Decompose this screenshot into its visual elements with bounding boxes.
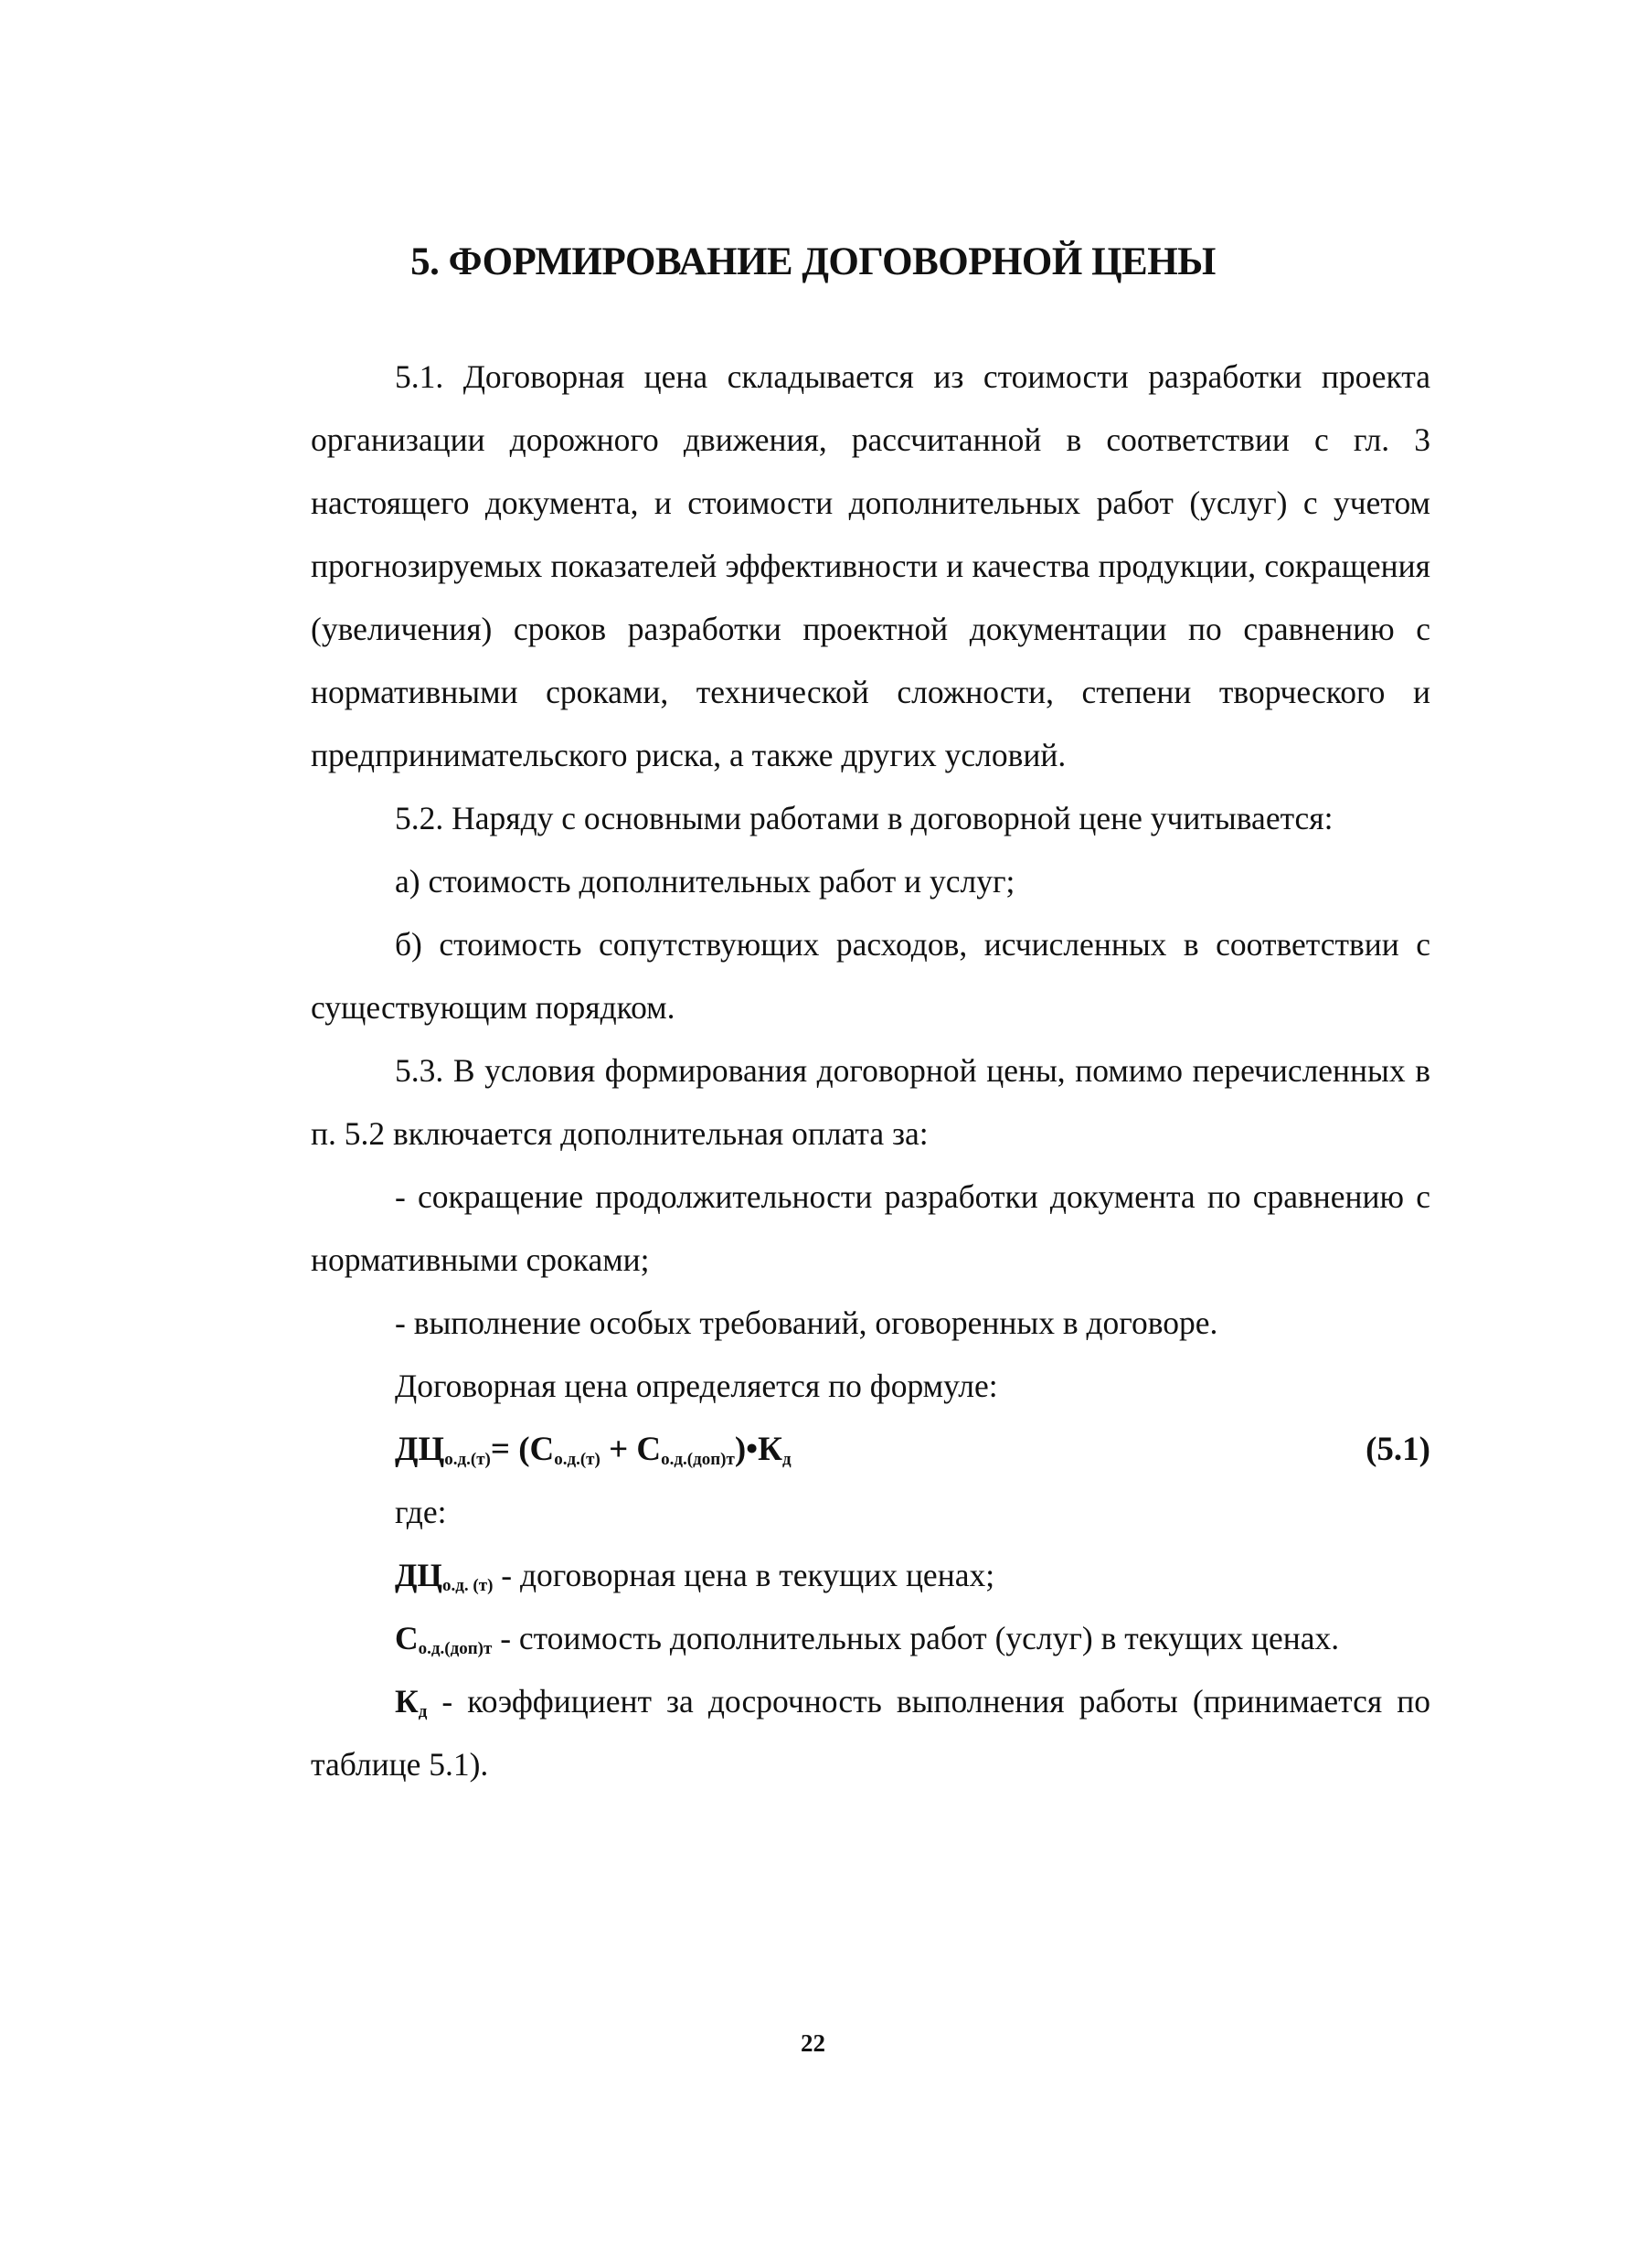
formula-intro: Договорная цена определяется по формуле: bbox=[395, 1368, 998, 1404]
definition-c-subscript: о.д.(доп)т bbox=[418, 1639, 493, 1658]
formula-term2-subscript: о.д.(доп)т bbox=[661, 1450, 735, 1469]
dash-item-1: - сокращение продолжительности разработки документа по сравнению с нормативными сроками; bbox=[311, 1178, 1430, 1278]
definition-k bbox=[311, 1670, 1430, 1796]
paragraph-5-3: 5.3. В условия формирования договорной цены, помимо перечисленных в п. 5.2 включается дополнительная оплата за: bbox=[311, 1052, 1430, 1152]
formula-row bbox=[311, 1418, 1430, 1481]
list-item-b: б) стоимость сопутствующих расходов, исчисленных в соответствии с существующим порядком. bbox=[311, 926, 1430, 1026]
formula-plus: + С bbox=[600, 1431, 662, 1468]
formula-equals: = (С bbox=[490, 1431, 555, 1468]
definition-k-text: - коэффициент за досрочность выполнения работы (принимается по таблице 5.1). bbox=[311, 1683, 1430, 1783]
definition-k-subscript: д bbox=[418, 1702, 428, 1721]
definition-dc-subscript: о.д. (т) bbox=[442, 1576, 494, 1595]
paragraph-5-1: 5.1. Договорная цена складывается из стоимости разработки проекта организации дорожного движения, рассчитанной в соответствии с гл. 3 настоящего документа, и стоимости дополнительных работ (услуг) с учетом прогнозируемых показателей эффективности и качества продукции, сокращения (увеличения) сроков разработки проектной документации по сравнению с нормативными сроками, технической сложности, степени творческого и предпринимательского риска, а также других условий. bbox=[311, 358, 1430, 773]
page-number: 22 bbox=[801, 2029, 825, 2057]
formula-lhs: ДЦ bbox=[395, 1431, 445, 1468]
definition-k-symbol: К bbox=[395, 1683, 419, 1720]
formula-multiply: )•К bbox=[734, 1431, 782, 1468]
formula-k-subscript: д bbox=[781, 1450, 792, 1469]
definition-c-text: - стоимость дополнительных работ (услуг) в текущих ценах. bbox=[492, 1620, 1340, 1656]
section-heading: 5. ФОРМИРОВАНИЕ ДОГОВОРНОЙ ЦЕНЫ bbox=[410, 240, 1216, 283]
definition-dc bbox=[311, 1544, 1430, 1607]
definition-c-symbol: С bbox=[395, 1620, 419, 1656]
list-item-a: а) стоимость дополнительных работ и услуг; bbox=[395, 863, 1015, 900]
section-body bbox=[311, 346, 1430, 1796]
paragraph-5-2: 5.2. Наряду с основными работами в договорной цене учитывается: bbox=[395, 800, 1334, 836]
formula-number: (5.1) bbox=[1366, 1431, 1430, 1468]
formula bbox=[395, 1431, 792, 1468]
definition-dc-text: - договорная цена в текущих ценах; bbox=[493, 1557, 995, 1593]
dash-item-2: - выполнение особых требований, оговоренных в договоре. bbox=[395, 1304, 1218, 1341]
definition-c bbox=[311, 1607, 1430, 1670]
formula-term1-subscript: о.д.(т) bbox=[554, 1450, 600, 1469]
formula-lhs-subscript: о.д.(т) bbox=[444, 1450, 491, 1469]
definition-dc-symbol: ДЦ bbox=[395, 1557, 443, 1593]
where-label: где: bbox=[395, 1494, 447, 1530]
